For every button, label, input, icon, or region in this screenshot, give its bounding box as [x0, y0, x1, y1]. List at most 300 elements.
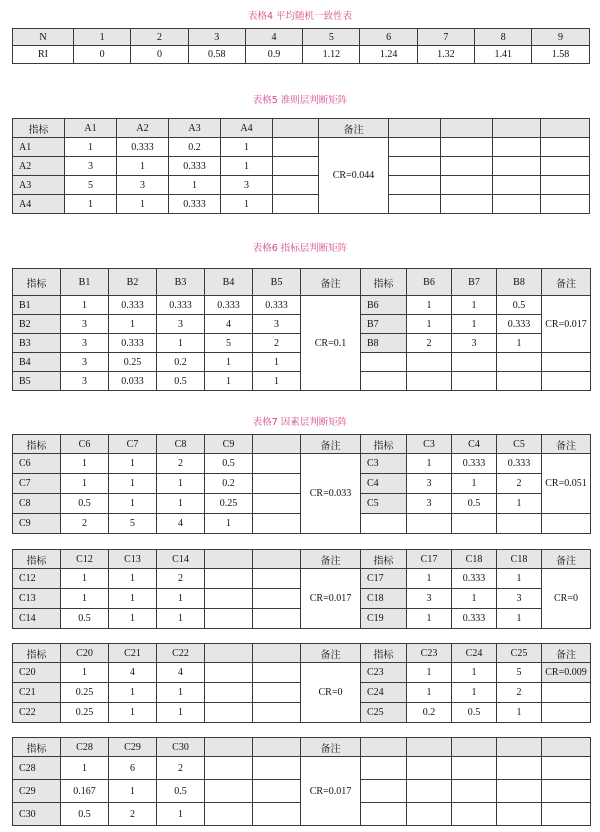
t4-cell: 1.58	[532, 46, 589, 64]
t7-header-cell: C7	[109, 435, 157, 454]
empty-cell	[273, 119, 319, 138]
t6-cell: 1	[109, 315, 157, 334]
t5-cell: 0.2	[169, 138, 221, 157]
empty-cell	[253, 780, 301, 803]
table6-title: 表格6 指标层判断矩阵	[252, 243, 348, 254]
empty-cell	[452, 803, 497, 826]
t7-header-index: 指标	[13, 738, 61, 757]
t7-g1-left-cr-value: CR=0.033	[301, 454, 361, 534]
empty-cell	[541, 157, 590, 176]
t7-cell: 0.5	[61, 494, 109, 514]
t5-cell: 1	[221, 138, 273, 157]
t7-g1-right-cr-value: CR=0.051	[542, 454, 591, 514]
t7-cell: 1	[407, 663, 452, 683]
t7-cell: 1	[497, 703, 542, 723]
t7-header-cell: C23	[407, 644, 452, 663]
t7-g2-left-cr-value: CR=0.017	[301, 569, 361, 629]
t7-header-cell: C20	[61, 644, 109, 663]
t6-cell: 1	[205, 353, 253, 372]
empty-cell	[361, 803, 407, 826]
empty-cell	[452, 780, 497, 803]
t7-cell: 1	[497, 494, 542, 514]
empty-cell	[452, 757, 497, 780]
empty-cell	[542, 372, 591, 391]
empty-cell	[205, 703, 253, 723]
t6-row-label: B2	[13, 315, 61, 334]
empty-cell	[493, 176, 541, 195]
empty-cell	[407, 757, 452, 780]
table7-group2	[12, 549, 591, 629]
t5-row-label: A2	[13, 157, 65, 176]
empty-cell	[497, 757, 542, 780]
t7-cell: 1	[61, 569, 109, 589]
empty-cell	[205, 738, 253, 757]
t7-note-header: 备注	[542, 644, 591, 663]
empty-cell	[407, 803, 452, 826]
t4-header-cell: 5	[303, 29, 360, 46]
t6-cell: 1	[407, 296, 452, 315]
empty-cell	[541, 138, 590, 157]
t7-cell: 0.25	[61, 683, 109, 703]
empty-cell	[541, 119, 590, 138]
t7-cell: 0.5	[205, 454, 253, 474]
empty-cell	[205, 780, 253, 803]
t5-cell: 3	[117, 176, 169, 195]
empty-cell	[452, 738, 497, 757]
t7-row-label: C7	[13, 474, 61, 494]
t4-header-cell: 8	[475, 29, 532, 46]
t7-header-index: 指标	[13, 644, 61, 663]
t4-header-cell: 6	[360, 29, 417, 46]
t6-cell: 1	[407, 315, 452, 334]
t4-cell: 0	[131, 46, 188, 64]
empty-cell	[205, 803, 253, 826]
t6-row-label: B7	[361, 315, 407, 334]
empty-cell	[407, 353, 452, 372]
empty-cell	[361, 514, 407, 534]
t6-cell: 3	[61, 334, 109, 353]
t6-header-cell: B6	[407, 269, 452, 296]
empty-cell	[441, 195, 493, 214]
empty-cell	[361, 353, 407, 372]
empty-cell	[542, 803, 591, 826]
t6-note-header: 备注	[542, 269, 591, 296]
empty-cell	[253, 550, 301, 569]
t6-row-label: B8	[361, 334, 407, 353]
t7-header-cell: C24	[452, 644, 497, 663]
t7-cell: 1	[109, 454, 157, 474]
t7-header-cell: C18	[497, 550, 542, 569]
empty-cell	[253, 514, 301, 534]
t7-cell: 0.333	[497, 454, 542, 474]
t7-cell: 0.167	[61, 780, 109, 803]
t7-cell: 1	[407, 569, 452, 589]
t5-row-label: A1	[13, 138, 65, 157]
t6-cell: 4	[205, 315, 253, 334]
t6-cell: 0.25	[109, 353, 157, 372]
t7-header-index: 指标	[361, 550, 407, 569]
t7-row-label: C25	[361, 703, 407, 723]
t6-header-cell: B8	[497, 269, 542, 296]
t7-cell: 1	[109, 474, 157, 494]
t7-cell: 0.5	[61, 609, 109, 629]
t7-row-label: C29	[13, 780, 61, 803]
t7-cell: 1	[157, 494, 205, 514]
t6-cell: 1	[452, 315, 497, 334]
t7-cell: 1	[497, 609, 542, 629]
t7-row-label: C24	[361, 683, 407, 703]
t7-row-label: C4	[361, 474, 407, 494]
t7-cell: 0.333	[452, 609, 497, 629]
t7-cell: 1	[407, 683, 452, 703]
t7-g2-right-cr-value: CR=0	[542, 569, 591, 629]
t7-note-header: 备注	[301, 550, 361, 569]
table7-group1	[12, 434, 591, 534]
t6-cell: 1	[452, 296, 497, 315]
empty-cell	[253, 589, 301, 609]
t7-row-label: C17	[361, 569, 407, 589]
t7-cell: 1	[157, 683, 205, 703]
t7-row-label: C28	[13, 757, 61, 780]
t7-cell: 2	[157, 757, 205, 780]
t7-cell: 2	[157, 454, 205, 474]
t7-cell: 0.5	[452, 703, 497, 723]
empty-cell	[542, 738, 591, 757]
t7-cell: 0.5	[157, 780, 205, 803]
empty-cell	[273, 157, 319, 176]
t6-cell: 0.333	[109, 334, 157, 353]
t5-row-label: A4	[13, 195, 65, 214]
t7-cell: 0.25	[61, 703, 109, 723]
empty-cell	[389, 176, 441, 195]
t7-row-label: C30	[13, 803, 61, 826]
t6-row-label: B5	[13, 372, 61, 391]
t5-cell: 1	[169, 176, 221, 195]
empty-cell	[389, 157, 441, 176]
empty-cell	[542, 780, 591, 803]
t7-row-label: C9	[13, 514, 61, 534]
empty-cell	[273, 176, 319, 195]
t7-g3-left-cr-value: CR=0	[301, 663, 361, 723]
t7-cell: 1	[61, 589, 109, 609]
empty-cell	[542, 757, 591, 780]
t7-cell: 2	[497, 474, 542, 494]
empty-cell	[497, 803, 542, 826]
t7-cell: 1	[157, 589, 205, 609]
t7-cell: 1	[109, 703, 157, 723]
t4-header-cell: 9	[532, 29, 589, 46]
table6	[12, 268, 591, 391]
empty-cell	[389, 138, 441, 157]
t7-header-index: 指标	[13, 550, 61, 569]
t4-header-cell: 7	[417, 29, 474, 46]
t7-header-cell: C22	[157, 644, 205, 663]
t7-header-cell: C21	[109, 644, 157, 663]
t5-cr-value: CR=0.044	[319, 138, 389, 214]
empty-cell	[493, 138, 541, 157]
empty-cell	[441, 157, 493, 176]
t7-cell: 5	[497, 663, 542, 683]
t7-cell: 1	[497, 569, 542, 589]
t6-cell: 1	[253, 372, 301, 391]
empty-cell	[441, 119, 493, 138]
t4-header-cell: 4	[245, 29, 302, 46]
t7-row-label: C6	[13, 454, 61, 474]
t7-cell: 1	[109, 589, 157, 609]
empty-cell	[389, 195, 441, 214]
t5-cell: 5	[65, 176, 117, 195]
empty-cell	[361, 780, 407, 803]
t6-header-cell: B2	[109, 269, 157, 296]
t4-cell: 0.9	[245, 46, 302, 64]
t4-header-cell: 3	[188, 29, 245, 46]
t7-cell: 3	[497, 589, 542, 609]
t6-cell: 0.333	[109, 296, 157, 315]
t7-row-label: C12	[13, 569, 61, 589]
empty-cell	[253, 683, 301, 703]
t6-left-cr-value: CR=0.1	[301, 296, 361, 391]
t5-cell: 0.333	[169, 157, 221, 176]
t7-cell: 5	[109, 514, 157, 534]
t7-g3-right-cr-value: CR=0.009	[542, 663, 591, 683]
t6-cell: 0.333	[205, 296, 253, 315]
empty-cell	[253, 569, 301, 589]
t6-header-cell: B3	[157, 269, 205, 296]
t6-cell: 3	[61, 353, 109, 372]
t7-header-cell: C25	[497, 644, 542, 663]
t5-cell: 1	[65, 138, 117, 157]
t4-cell: 1.12	[303, 46, 360, 64]
table4	[12, 28, 590, 64]
t6-cell: 2	[407, 334, 452, 353]
t7-header-cell: C18	[452, 550, 497, 569]
empty-cell	[407, 514, 452, 534]
t7-cell: 1	[407, 454, 452, 474]
t7-cell: 2	[109, 803, 157, 826]
empty-cell	[205, 550, 253, 569]
t7-cell: 0.5	[452, 494, 497, 514]
t7-header-cell: C14	[157, 550, 205, 569]
empty-cell	[205, 609, 253, 629]
t4-cell: 0.58	[188, 46, 245, 64]
empty-cell	[253, 757, 301, 780]
t6-cell: 1	[61, 296, 109, 315]
t6-cell: 0.333	[497, 315, 542, 334]
table5-title: 表格5 准则层判断矩阵	[252, 95, 348, 106]
t7-g4-left-cr-value: CR=0.017	[301, 757, 361, 826]
t6-cell: 3	[253, 315, 301, 334]
t7-cell: 1	[157, 803, 205, 826]
empty-cell	[205, 644, 253, 663]
t7-row-label: C14	[13, 609, 61, 629]
t4-header-cell: N	[13, 29, 74, 46]
empty-cell	[497, 738, 542, 757]
t7-cell: 1	[205, 514, 253, 534]
t5-cell: 3	[65, 157, 117, 176]
t5-cell: 1	[221, 195, 273, 214]
t6-header-cell: B5	[253, 269, 301, 296]
t6-cell: 3	[61, 372, 109, 391]
t7-header-cell: C4	[452, 435, 497, 454]
empty-cell	[361, 757, 407, 780]
t7-header-index: 指标	[361, 435, 407, 454]
t4-header-cell: 1	[74, 29, 131, 46]
t4-cell: RI	[13, 46, 74, 64]
t7-cell: 1	[452, 663, 497, 683]
t7-header-cell: C8	[157, 435, 205, 454]
t7-row-label: C21	[13, 683, 61, 703]
empty-cell	[253, 454, 301, 474]
t7-header-cell: C17	[407, 550, 452, 569]
t5-cell: 1	[117, 195, 169, 214]
t7-cell: 2	[497, 683, 542, 703]
t7-row-label: C20	[13, 663, 61, 683]
t7-row-label: C23	[361, 663, 407, 683]
t7-note-header: 备注	[301, 435, 361, 454]
t7-cell: 3	[407, 589, 452, 609]
t7-row-label: C8	[13, 494, 61, 514]
t5-cell: 3	[221, 176, 273, 195]
t6-right-cr-value: CR=0.017	[542, 296, 591, 353]
empty-cell	[389, 119, 441, 138]
t7-note-header: 备注	[542, 435, 591, 454]
t4-header-cell: 2	[131, 29, 188, 46]
t7-cell: 1	[109, 569, 157, 589]
t7-cell: 0.2	[407, 703, 452, 723]
t5-header-cell: A1	[65, 119, 117, 138]
t6-header-cell: B7	[452, 269, 497, 296]
t7-note-header: 备注	[301, 644, 361, 663]
t6-row-label: B1	[13, 296, 61, 315]
t7-header-cell: C6	[61, 435, 109, 454]
empty-cell	[253, 703, 301, 723]
t4-cell: 1.41	[475, 46, 532, 64]
empty-cell	[253, 494, 301, 514]
t7-cell: 1	[109, 780, 157, 803]
t6-cell: 3	[61, 315, 109, 334]
t7-cell: 1	[157, 703, 205, 723]
t5-row-label: A3	[13, 176, 65, 195]
empty-cell	[273, 138, 319, 157]
empty-cell	[452, 514, 497, 534]
t7-cell: 4	[109, 663, 157, 683]
empty-cell	[493, 195, 541, 214]
empty-cell	[361, 738, 407, 757]
empty-cell	[497, 353, 542, 372]
t7-row-label: C3	[361, 454, 407, 474]
empty-cell	[205, 757, 253, 780]
table7-title: 表格7 因素层判断矩阵	[252, 417, 348, 428]
t7-cell: 1	[452, 589, 497, 609]
t7-cell: 1	[61, 663, 109, 683]
t6-header-index: 指标	[13, 269, 61, 296]
t6-cell: 1	[497, 334, 542, 353]
t7-row-label: C13	[13, 589, 61, 609]
t7-cell: 4	[157, 514, 205, 534]
t6-cell: 3	[157, 315, 205, 334]
t5-note-header: 备注	[319, 119, 389, 138]
t6-cell: 0.2	[157, 353, 205, 372]
t7-cell: 6	[109, 757, 157, 780]
empty-cell	[497, 372, 542, 391]
t7-row-label: C5	[361, 494, 407, 514]
empty-cell	[541, 176, 590, 195]
empty-cell	[253, 474, 301, 494]
t6-header-index: 指标	[361, 269, 407, 296]
t7-cell: 1	[407, 609, 452, 629]
empty-cell	[407, 372, 452, 391]
t7-cell: 1	[109, 609, 157, 629]
table7-group3	[12, 643, 591, 723]
t6-row-label: B6	[361, 296, 407, 315]
t5-cell: 0.333	[117, 138, 169, 157]
t7-cell: 3	[407, 474, 452, 494]
empty-cell	[407, 738, 452, 757]
t7-cell: 1	[109, 494, 157, 514]
t7-header-cell: C3	[407, 435, 452, 454]
t6-cell: 1	[253, 353, 301, 372]
t7-cell: 1	[452, 474, 497, 494]
empty-cell	[253, 435, 301, 454]
t7-header-cell: C13	[109, 550, 157, 569]
t5-header-cell: A2	[117, 119, 169, 138]
empty-cell	[542, 683, 591, 703]
t6-cell: 1	[157, 334, 205, 353]
empty-cell	[542, 703, 591, 723]
t7-header-cell: C12	[61, 550, 109, 569]
t5-cell: 1	[65, 195, 117, 214]
t7-cell: 0.333	[452, 454, 497, 474]
t7-row-label: C19	[361, 609, 407, 629]
t7-cell: 1	[61, 454, 109, 474]
empty-cell	[542, 514, 591, 534]
t7-cell: 1	[157, 609, 205, 629]
t6-header-cell: B4	[205, 269, 253, 296]
t7-header-cell: C5	[497, 435, 542, 454]
empty-cell	[361, 372, 407, 391]
empty-cell	[205, 683, 253, 703]
empty-cell	[441, 138, 493, 157]
t7-cell: 2	[61, 514, 109, 534]
empty-cell	[541, 195, 590, 214]
t6-cell: 0.5	[497, 296, 542, 315]
empty-cell	[452, 372, 497, 391]
empty-cell	[493, 119, 541, 138]
table4-title: 表格4 平均随机一致性表	[247, 11, 353, 22]
t7-header-index: 指标	[13, 435, 61, 454]
t7-row-label: C18	[361, 589, 407, 609]
t7-cell: 1	[61, 474, 109, 494]
t6-cell: 2	[253, 334, 301, 353]
t6-cell: 0.5	[157, 372, 205, 391]
t7-header-cell: C30	[157, 738, 205, 757]
empty-cell	[205, 663, 253, 683]
t6-cell: 0.033	[109, 372, 157, 391]
t7-header-index: 指标	[361, 644, 407, 663]
t6-cell: 5	[205, 334, 253, 353]
t7-cell: 2	[157, 569, 205, 589]
empty-cell	[253, 644, 301, 663]
empty-cell	[273, 195, 319, 214]
t7-note-header: 备注	[542, 550, 591, 569]
t7-cell: 4	[157, 663, 205, 683]
t5-header-cell: A3	[169, 119, 221, 138]
t5-header-cell: A4	[221, 119, 273, 138]
t7-note-header: 备注	[301, 738, 361, 757]
t7-cell: 0.5	[61, 803, 109, 826]
t6-cell: 3	[452, 334, 497, 353]
empty-cell	[205, 589, 253, 609]
